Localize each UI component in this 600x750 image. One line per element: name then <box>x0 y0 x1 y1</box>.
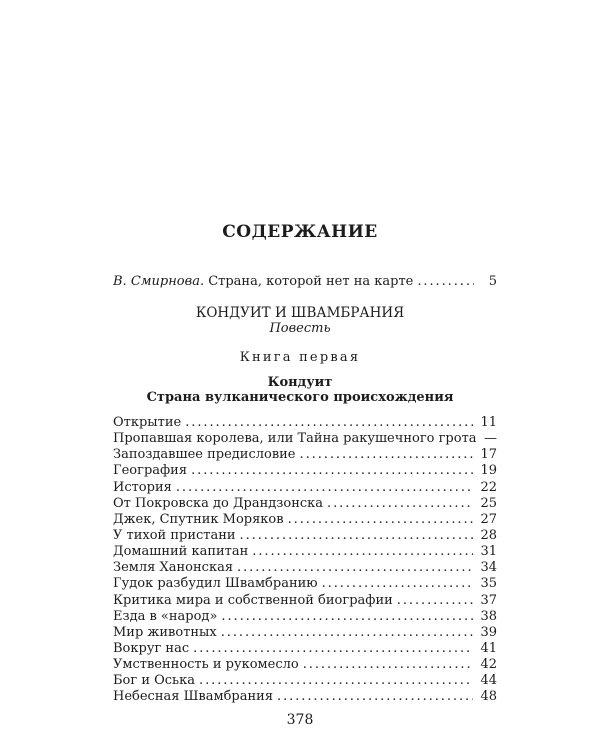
part-title: Кондуит <box>267 375 333 390</box>
toc-entry-title: География <box>113 463 188 479</box>
dot-leader <box>185 415 473 431</box>
page-title: СОДЕРЖАНИЕ <box>222 222 378 242</box>
toc-entry <box>113 609 497 625</box>
toc-entry-page: 48 <box>480 689 497 705</box>
intro-page-number: 5 <box>488 274 497 289</box>
toc-entry-title: Умственность и рукомесло <box>113 657 299 673</box>
toc-entry-title: Домашний капитан <box>113 544 249 560</box>
toc-entry-page: 28 <box>480 527 497 543</box>
toc-entry <box>113 576 497 592</box>
toc-entry-page: 41 <box>480 640 497 656</box>
toc-entry-title: Бог и Оська <box>113 673 196 689</box>
dot-leader <box>277 689 473 705</box>
toc-entry-page: 42 <box>480 657 497 673</box>
toc-entry-page: 11 <box>480 415 497 430</box>
toc-entry-page: 44 <box>480 673 497 689</box>
toc-entry <box>113 673 497 689</box>
dot-leader <box>221 609 473 625</box>
toc-entry-title: Вокруг нас <box>113 640 190 656</box>
toc-entry-page: 38 <box>480 608 497 624</box>
dot-leader <box>191 463 473 479</box>
toc-entry-title: От Покровска до Драндзонска <box>113 495 324 511</box>
toc-entry <box>113 512 497 528</box>
table-of-contents <box>113 415 497 706</box>
toc-entry-page: 25 <box>480 495 497 511</box>
dot-leader <box>221 625 473 641</box>
dot-leader <box>199 673 473 689</box>
dot-leader <box>322 576 473 592</box>
toc-entry-title: Запоздавшее предисловие <box>113 447 296 463</box>
toc-entry-title: Джек, Спутник Моряков <box>113 511 284 527</box>
toc-entry-title: Небесная Швамбрания <box>113 689 274 705</box>
dot-leader <box>240 528 473 544</box>
toc-entry-page: 17 <box>480 447 497 463</box>
toc-entry-page: 19 <box>480 463 497 479</box>
intro-entry <box>113 274 497 289</box>
toc-entry <box>113 560 497 576</box>
dot-leader <box>417 274 474 289</box>
toc-entry-title: Гудок разбудил Швамбранию <box>113 576 318 592</box>
toc-entry <box>113 447 497 463</box>
toc-entry-title: Земля Ханонская <box>113 560 234 576</box>
toc-entry-page: 39 <box>480 624 497 640</box>
toc-entry-title: Пропавшая королева, или Тайна ракушечного грота <box>113 431 477 447</box>
intro-title: Страна, которой нет на карте <box>204 274 414 289</box>
dot-leader <box>193 641 473 657</box>
dot-leader <box>303 657 473 673</box>
toc-entry-page: 31 <box>480 544 497 560</box>
dot-leader <box>397 593 473 609</box>
toc-entry-page: 27 <box>480 511 497 527</box>
toc-entry <box>113 641 497 657</box>
part-subtitle: Страна вулканического происхождения <box>146 390 454 405</box>
toc-entry-title: История <box>113 479 172 495</box>
toc-entry <box>113 496 497 512</box>
work-title: КОНДУИТ И ШВАМБРАНИЯ <box>195 305 405 321</box>
toc-entry-page: 34 <box>480 560 497 576</box>
toc-entry <box>113 689 497 705</box>
intro-author: В. Смирнова. <box>113 274 205 289</box>
toc-entry-title: У тихой пристани <box>113 527 236 543</box>
book-title: Книга первая <box>239 350 361 365</box>
toc-entry-page: 35 <box>480 576 497 592</box>
toc-entry <box>113 544 497 560</box>
dot-leader <box>176 480 473 496</box>
page-number: 378 <box>286 712 314 728</box>
toc-entry-title: Езда в «народ» <box>113 608 218 624</box>
toc-entry <box>113 528 497 544</box>
toc-entry-page: 37 <box>480 592 497 608</box>
toc-entry <box>113 657 497 673</box>
toc-entry-page: — <box>484 431 497 447</box>
toc-entry-title: Мир животных <box>113 624 217 640</box>
dot-leader <box>288 512 473 528</box>
toc-entry-page: 22 <box>480 479 497 495</box>
toc-entry <box>113 480 497 496</box>
dot-leader <box>300 447 473 463</box>
toc-entry <box>113 593 497 609</box>
dot-leader <box>252 544 473 560</box>
dot-leader <box>327 496 473 512</box>
toc-entry <box>113 463 497 479</box>
toc-entry <box>113 625 497 641</box>
toc-entry-title: Открытие <box>113 415 182 430</box>
work-genre: Повесть <box>269 321 331 336</box>
dot-leader <box>237 560 473 576</box>
toc-entry-title: Критика мира и собственной биографии <box>113 592 393 608</box>
toc-entry <box>113 415 497 431</box>
toc-entry <box>113 431 497 447</box>
